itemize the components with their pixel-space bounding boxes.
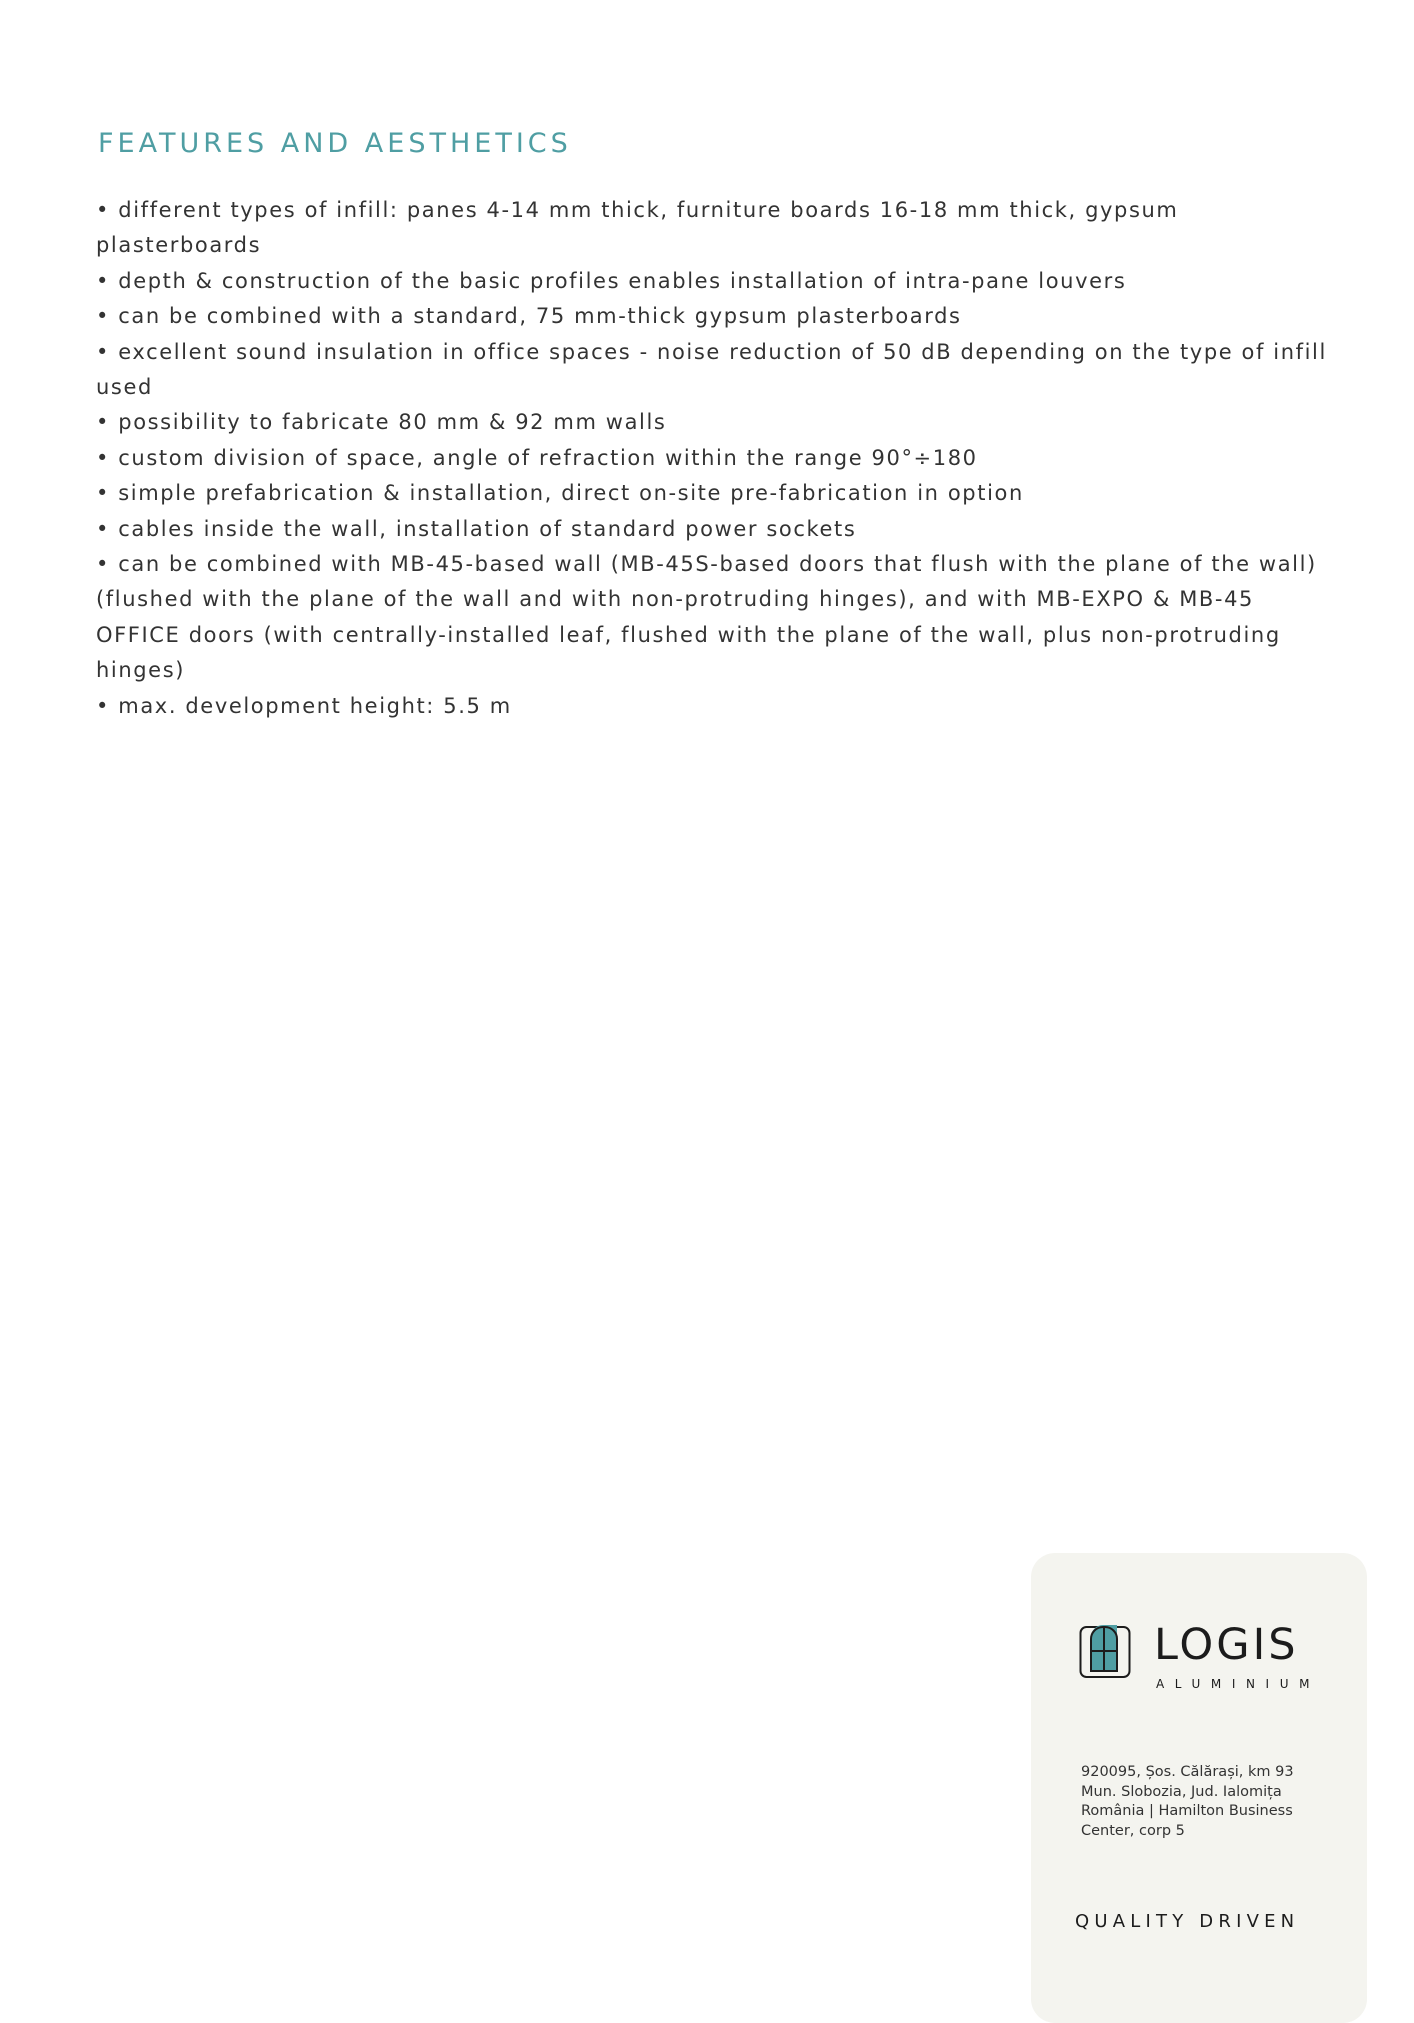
company-address — [1081, 1763, 1331, 1841]
address-line: România | Hamilton Business — [1081, 1803, 1293, 1819]
company-tagline: QUALITY DRIVEN — [1075, 1911, 1300, 1932]
feature-item: • excellent sound insulation in office spaces - noise reduction of 50 dB depending on the type of infill used — [96, 339, 1327, 400]
feature-list — [96, 193, 1346, 724]
feature-item: • possibility to fabricate 80 mm & 92 mm walls — [96, 410, 667, 435]
feature-item: • can be combined with MB-45-based wall (MB-45S-based doors that flush with the plane of the wall) (flushed with the plane of the wall and with non-protruding hinges), and with MB-EXPO & MB-45 OFFICE doors (with centrally-installed leaf, flushed with the plane of the wall, plus non-protruding hinges) — [96, 552, 1317, 683]
address-line: Center, corp 5 — [1081, 1822, 1185, 1839]
address-line: 920095, Șos. Călărași, km 93 — [1081, 1764, 1294, 1780]
window-frame-logo-icon — [1079, 1623, 1131, 1679]
logo-name: LOGIS — [1154, 1620, 1299, 1670]
company-logo — [1079, 1620, 1339, 1703]
feature-item: • custom division of space, angle of refraction within the range 90°÷180 — [96, 445, 978, 470]
company-info-panel — [1031, 1553, 1367, 2023]
feature-item: • different types of infill: panes 4-14 mm thick, furniture boards 16-18 mm thick, gypsum plasterboards — [96, 198, 1179, 258]
logo-subtitle: ALUMINIUM — [1156, 1677, 1321, 1691]
address-line: Mun. Slobozia, Jud. Ialomița — [1081, 1783, 1282, 1800]
feature-item: • simple prefabrication & installation, direct on-site pre-fabrication in option — [96, 481, 1024, 506]
feature-item: • depth & construction of the basic profiles enables installation of intra-pane louvers — [96, 268, 1127, 293]
feature-item: • max. development height: 5.5 m — [96, 693, 512, 718]
feature-item: • can be combined with a standard, 75 mm-thick gypsum plasterboards — [96, 304, 962, 329]
section-heading: FEATURES AND AESTHETICS — [98, 128, 572, 159]
feature-item: • cables inside the wall, installation of standard power sockets — [96, 516, 857, 541]
